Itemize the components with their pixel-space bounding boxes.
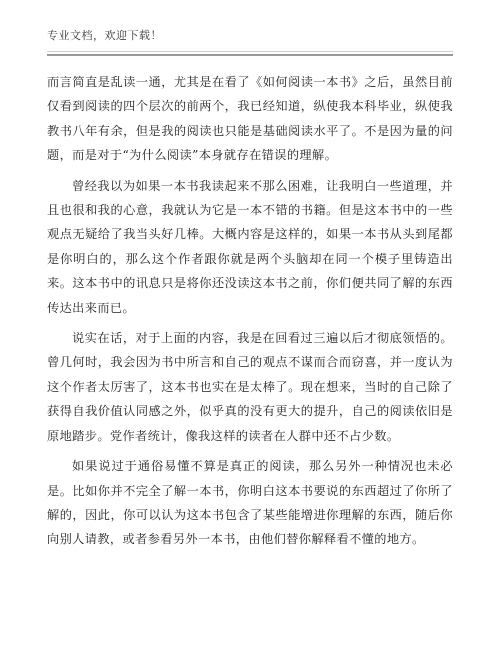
- paragraph-1: 而言简直是乱读一通，尤其是在看了《如何阅读一本书》之后，虽然目前仅看到阅读的四个层次的前两个，我已经知道，纵使我本科毕业，纵使我教书八年有余，但是我的阅读也只能是基础阅读水平了。不是因为量的问题，而是对于“为什么阅读”本身就存在错误的理解。: [47, 75, 453, 163]
- page-header: 专业文档，欢迎下载！: [47, 29, 162, 42]
- paragraph-3: 说实在话，对于上面的内容，我是在回看过三遍以后才彻底领悟的。曾几何时，我会因为书中所言和自己的观点不谋而合而窃喜，并一度认为这个作者太厉害了，这本书也实在是太棒了。现在想来，当时的自己除了获得自我价值认同感之外，似乎真的没有更大的提升，自己的阅读依旧是原地踏步。党作者统计，像我这样的读者在人群中还不占少数。: [47, 331, 453, 443]
- header-divider-thick: [47, 54, 453, 56]
- header-divider-thin: [47, 51, 453, 52]
- paragraph-4: 如果说过于通俗易懂不算是真正的阅读，那么另外一种情况也未必是。比如你并不完全了解一本书，你明白这本书要说的东西超过了你所了解的，因此，你可以认为这本书包含了某些能增进你理解的东西，随后你向别人请教，或者参看另外一本书，由他们替你解释看不懂的地方。: [47, 459, 453, 547]
- document-body: [47, 70, 453, 558]
- paragraph-2: 曾经我以为如果一本书我读起来不那么困难，让我明白一些道理，并且也很和我的心意，我就认为它是一本不错的书籍。但是这本书中的一些观点无疑给了我当头好几棒。大概内容是这样的，如果一本书从头到尾都是你明白的，那么这个作者跟你就是两个头脑却在同一个模子里铸造出来。这本书中的讯息只是将你还没读这本书之前，你们便共同了解的东西传达出来而已。: [47, 178, 453, 315]
